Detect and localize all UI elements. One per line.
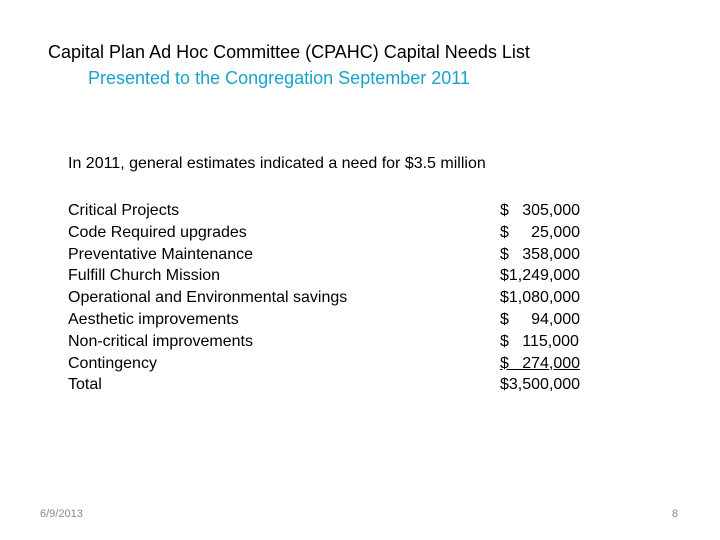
page-number: 8 xyxy=(671,508,678,520)
list-item-critical-projects xyxy=(68,200,628,222)
item-amount: $ 25,000 xyxy=(500,223,581,241)
item-label: Non-critical improvements xyxy=(68,332,253,350)
item-label: Contingency xyxy=(68,354,157,372)
item-amount: $1,080,000 xyxy=(500,289,581,307)
list-item-preventative-maintenance xyxy=(68,244,628,266)
item-label: Fulfill Church Mission xyxy=(68,267,221,285)
item-amount: $ 115,000 xyxy=(500,332,579,350)
needs-list xyxy=(68,200,628,396)
page-title: Capital Plan Ad Hoc Committee (CPAHC) Capital Needs List xyxy=(48,42,530,62)
page-subtitle: Presented to the Congregation September 2011 xyxy=(88,68,470,88)
list-item-operational-environmental-savings xyxy=(68,287,628,309)
total-amount: $3,500,000 xyxy=(500,376,581,394)
list-item-fulfill-church-mission xyxy=(68,265,628,287)
item-amount: $1,249,000 xyxy=(500,267,581,285)
list-item-code-required-upgrades xyxy=(68,222,628,244)
total-label: Total xyxy=(68,376,102,394)
item-label: Operational and Environmental savings xyxy=(68,289,348,307)
item-amount: $ 94,000 xyxy=(500,310,581,328)
item-amount: $ 274,000 xyxy=(500,354,581,372)
list-item-total xyxy=(68,374,628,396)
item-label: Preventative Maintenance xyxy=(68,245,253,263)
item-amount: $ 305,000 xyxy=(500,202,581,219)
list-item-non-critical-improvements xyxy=(68,331,628,353)
item-label: Aesthetic improvements xyxy=(68,310,239,328)
list-item-contingency xyxy=(68,353,628,375)
item-label: Code Required upgrades xyxy=(68,223,247,241)
item-label: Critical Projects xyxy=(68,202,180,219)
list-item-aesthetic-improvements xyxy=(68,309,628,331)
intro-text: In 2011, general estimates indicated a need for $3.5 million xyxy=(68,155,486,172)
footer-date: 6/9/2013 xyxy=(40,508,83,520)
item-amount: $ 358,000 xyxy=(500,245,581,263)
